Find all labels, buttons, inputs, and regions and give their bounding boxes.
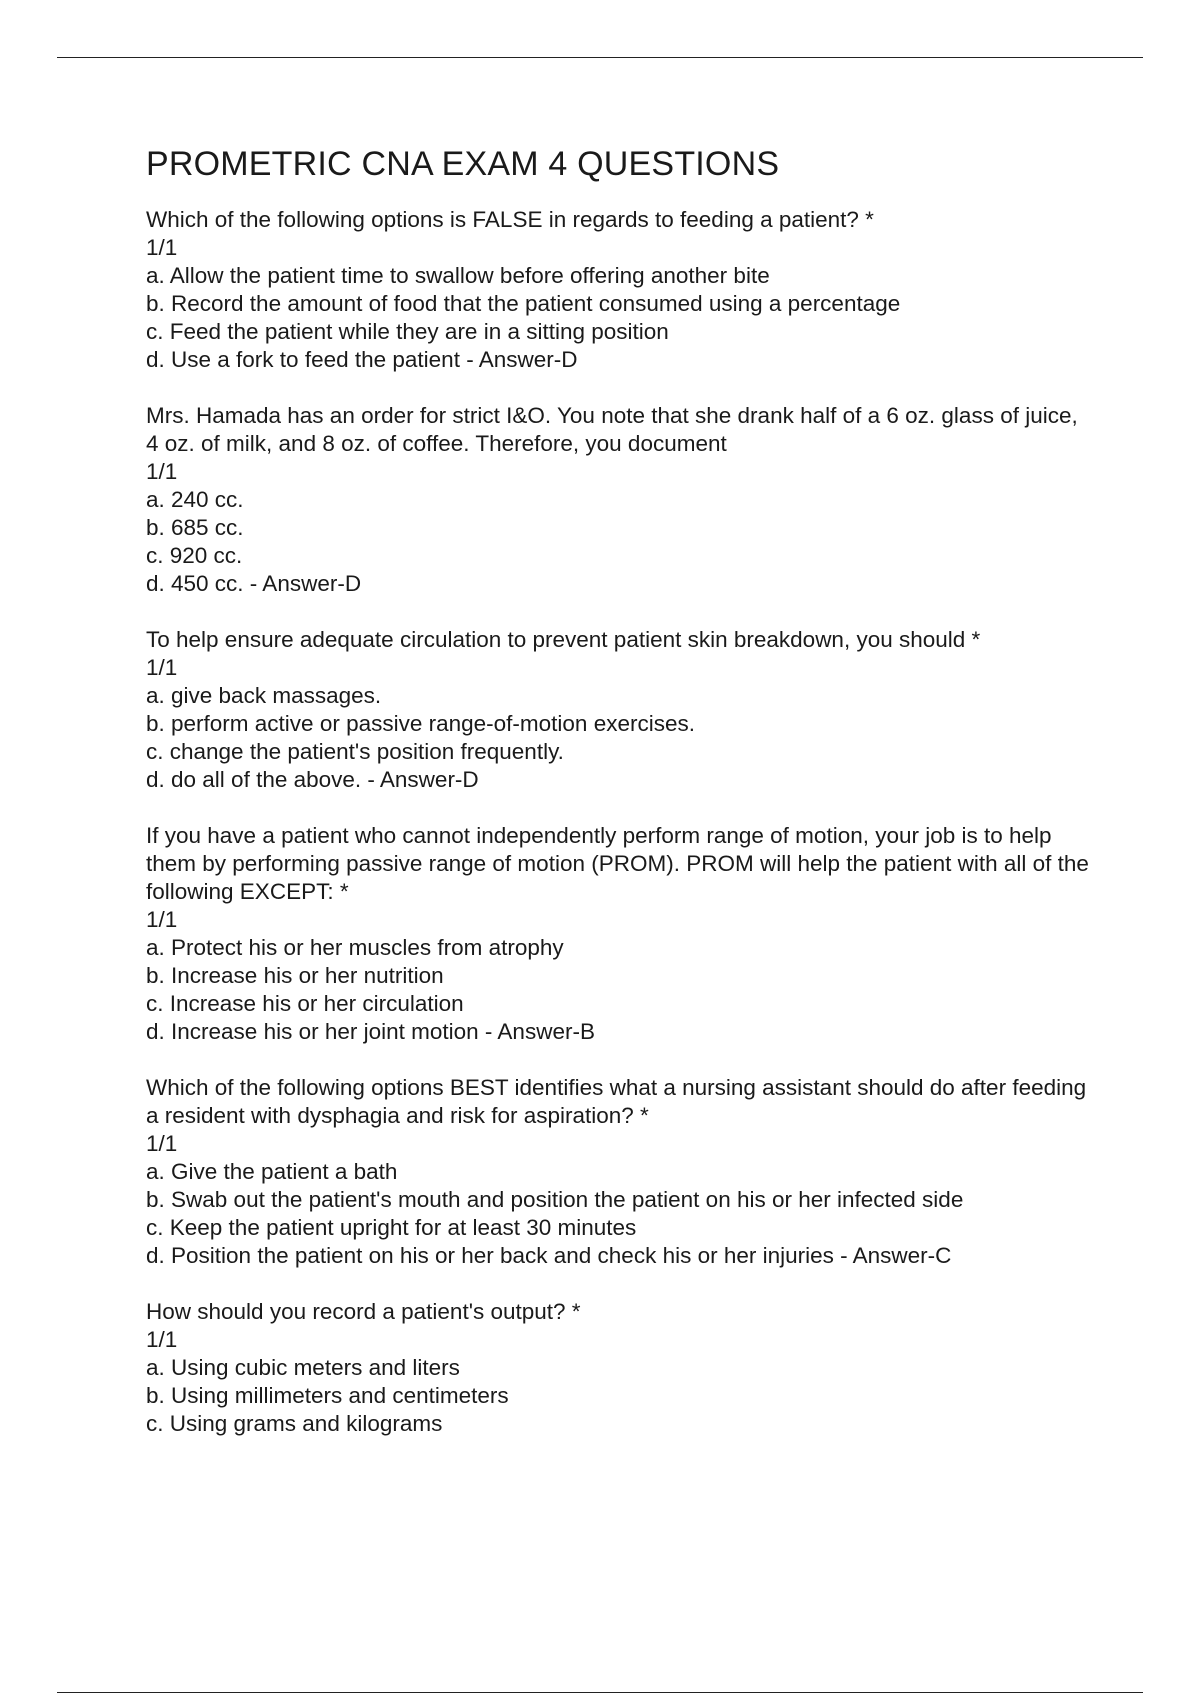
question-score: 1/1 (146, 235, 178, 260)
answer-option: d. Position the patient on his or her back and check his or her injuries - Answer-C (146, 1243, 952, 1268)
answer-option: c. change the patient's position frequently. (146, 739, 564, 764)
answer-option: b. Using millimeters and centimeters (146, 1383, 509, 1408)
answer-option: a. Allow the patient time to swallow before offering another bite (146, 263, 770, 288)
question-score: 1/1 (146, 1327, 178, 1352)
answer-option: c. Keep the patient upright for at least 30 minutes (146, 1215, 637, 1240)
question-3 (146, 626, 1096, 794)
bottom-divider (57, 1692, 1143, 1693)
answer-option: b. Swab out the patient's mouth and position the patient on his or her infected side (146, 1187, 964, 1212)
answer-option: d. Increase his or her joint motion - Answer-B (146, 1019, 595, 1044)
question-score: 1/1 (146, 907, 178, 932)
answer-option: b. Increase his or her nutrition (146, 963, 444, 988)
question-6 (146, 1298, 1096, 1438)
question-prompt: Which of the following options is FALSE in regards to feeding a patient? * (146, 207, 874, 232)
document-title: PROMETRIC CNA EXAM 4 QUESTIONS (146, 145, 780, 183)
answer-option: d. Use a fork to feed the patient - Answer-D (146, 347, 578, 372)
question-4 (146, 822, 1096, 1046)
answer-option: b. 685 cc. (146, 515, 244, 540)
answer-option: a. Give the patient a bath (146, 1159, 398, 1184)
answer-option: c. 920 cc. (146, 543, 243, 568)
question-prompt: To help ensure adequate circulation to prevent patient skin breakdown, you should * (146, 627, 981, 652)
question-score: 1/1 (146, 1131, 178, 1156)
question-prompt: If you have a patient who cannot independently perform range of motion, your job is to help them by performing passive range of motion (PROM). PROM will help the patient with all of the following EXCEPT: * (146, 823, 1089, 904)
question-1 (146, 206, 1096, 374)
question-2 (146, 402, 1096, 598)
answer-option: c. Feed the patient while they are in a sitting position (146, 319, 669, 344)
answer-option: c. Using grams and kilograms (146, 1411, 443, 1436)
answer-option: d. do all of the above. - Answer-D (146, 767, 479, 792)
question-prompt: Which of the following options BEST identifies what a nursing assistant should do after feeding a resident with dysphagia and risk for aspiration? * (146, 1075, 1087, 1128)
answer-option: b. Record the amount of food that the patient consumed using a percentage (146, 291, 901, 316)
question-prompt: How should you record a patient's output? * (146, 1299, 581, 1324)
question-score: 1/1 (146, 655, 178, 680)
answer-option: a. give back massages. (146, 683, 382, 708)
answer-option: c. Increase his or her circulation (146, 991, 464, 1016)
answer-option: a. Using cubic meters and liters (146, 1355, 460, 1380)
answer-option: a. 240 cc. (146, 487, 244, 512)
top-divider (57, 57, 1143, 58)
answer-option: b. perform active or passive range-of-motion exercises. (146, 711, 695, 736)
document-body (146, 144, 1096, 1466)
question-prompt: Mrs. Hamada has an order for strict I&O. You note that she drank half of a 6 oz. glass of juice, 4 oz. of milk, and 8 oz. of coffee. Therefore, you document (146, 403, 1078, 456)
answer-option: a. Protect his or her muscles from atrophy (146, 935, 564, 960)
question-score: 1/1 (146, 459, 178, 484)
answer-option: d. 450 cc. - Answer-D (146, 571, 362, 596)
question-5 (146, 1074, 1096, 1270)
